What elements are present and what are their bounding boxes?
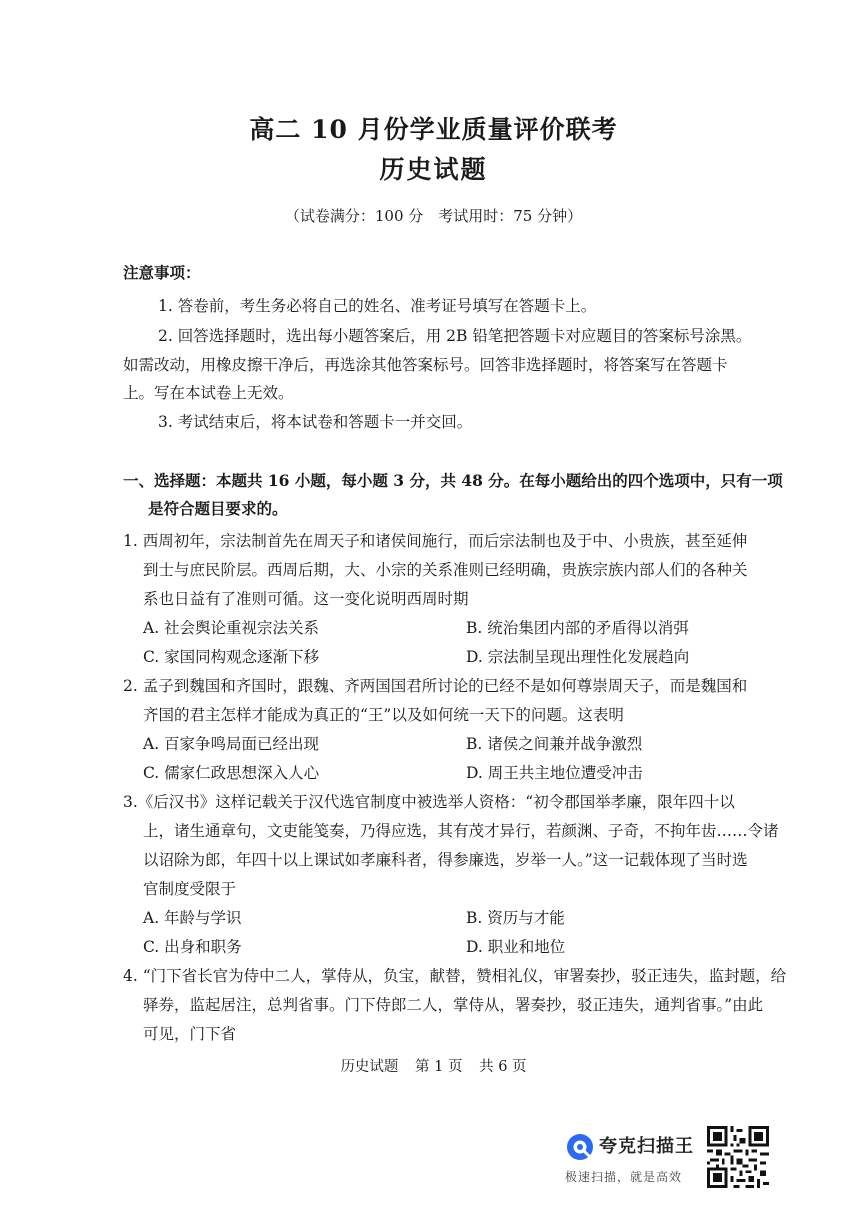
footer-page: 第 1 页 <box>415 1059 463 1075</box>
question-1-text: 系也日益有了准则可循。这一变化说明西周时期 <box>143 590 469 608</box>
question-3-text: 上，诸生通章句，文吏能笺奏，乃得应选，其有茂才异行，若颜渊、子奇，不拘年齿……令诸 <box>143 822 779 840</box>
question-4-text: 4. “门下省长官为侍中二人，掌侍从，负宝，献替，赞相礼仪，审署奏抄，驳正违失，监封题，给 <box>123 967 787 985</box>
brand-slogan: 极速扫描，就是高效 <box>565 1170 683 1184</box>
quark-logo-icon <box>565 1132 595 1162</box>
brand-name: 夸克扫描王 <box>599 1136 694 1157</box>
page-footer <box>0 1055 867 1076</box>
question-3-text: 以诏除为郎，年四十以上课试如孝廉科者，得参廉选，岁举一人。”这一记载体现了当时选 <box>143 851 748 869</box>
question-2-text: 2. 孟子到魏国和齐国时，跟魏、齐两国国君所讨论的已经不是如何尊崇周天子，而是魏国和 <box>123 677 748 695</box>
section-heading-cont: 是符合题目要求的。 <box>148 499 288 518</box>
option-b: B. 诸侯之间兼并战争激烈 <box>466 735 643 753</box>
exam-info: （试卷满分：100 分 考试用时：75 分钟） <box>284 207 583 225</box>
option-d: D. 周王共主地位遭受冲击 <box>466 764 643 782</box>
scanner-watermark <box>565 1128 715 1188</box>
footer-subject: 历史试题 <box>340 1059 399 1075</box>
notice-heading: 注意事项： <box>123 263 201 282</box>
exam-subject-title: 历史试题 <box>379 155 488 184</box>
notice-item: 如需改动，用橡皮擦干净后，再选涂其他答案标号。回答非选择题时，将答案写在答题卡 <box>123 356 728 374</box>
option-a: A. 社会舆论重视宗法关系 <box>143 619 320 637</box>
option-c: C. 出身和职务 <box>143 938 242 956</box>
question-4-text: 驿券，监起居注，总判省事。门下侍郎二人，掌侍从，署奏抄，驳正违失，通判省事。”由此 <box>143 996 764 1014</box>
footer-total: 共 6 页 <box>479 1059 527 1075</box>
notice-item: 2. 回答选择题时，选出每小题答案后，用 2B 铅笔把答题卡对应题目的答案标号涂黑。 <box>158 327 752 345</box>
notice-item: 上。写在本试卷上无效。 <box>123 384 294 402</box>
question-4-text: 可见，门下省 <box>143 1025 237 1043</box>
option-a: A. 年龄与学识 <box>143 909 242 927</box>
qr-code-icon <box>707 1126 769 1188</box>
option-a: A. 百家争鸣局面已经出现 <box>143 735 320 753</box>
exam-title: 高二 10 月份学业质量评价联考 <box>249 115 618 144</box>
question-3-text: 官制度受限于 <box>143 880 237 898</box>
option-d: D. 职业和地位 <box>466 938 566 956</box>
option-c: C. 家国同构观念逐渐下移 <box>143 648 320 666</box>
notice-item: 1. 答卷前，考生务必将自己的姓名、准考证号填写在答题卡上。 <box>158 297 597 315</box>
section-heading: 一、选择题：本题共 16 小题，每小题 3 分，共 48 分。在每小题给出的四个选项中，只有一项 <box>123 471 783 490</box>
question-3-text: 3.《后汉书》这样记载关于汉代选官制度中被选举人资格：“初令郡国举孝廉，限年四十以 <box>123 793 735 811</box>
option-d: D. 宗法制呈现出理性化发展趋向 <box>466 648 690 666</box>
notice-item: 3. 考试结束后，将本试卷和答题卡一并交回。 <box>158 413 473 431</box>
option-c: C. 儒家仁政思想深入人心 <box>143 764 320 782</box>
question-1-text: 到士与庶民阶层。西周后期，大、小宗的关系准则已经明确，贵族宗族内部人们的各种关 <box>143 561 748 579</box>
option-b: B. 资历与才能 <box>466 909 565 927</box>
option-b: B. 统治集团内部的矛盾得以消弭 <box>466 619 689 637</box>
question-2-text: 齐国的君主怎样才能成为真正的“王”以及如何统一天下的问题。这表明 <box>143 706 624 724</box>
question-1-text: 1. 西周初年，宗法制首先在周天子和诸侯间施行，而后宗法制也及于中、小贵族，甚至延伸 <box>123 532 748 550</box>
